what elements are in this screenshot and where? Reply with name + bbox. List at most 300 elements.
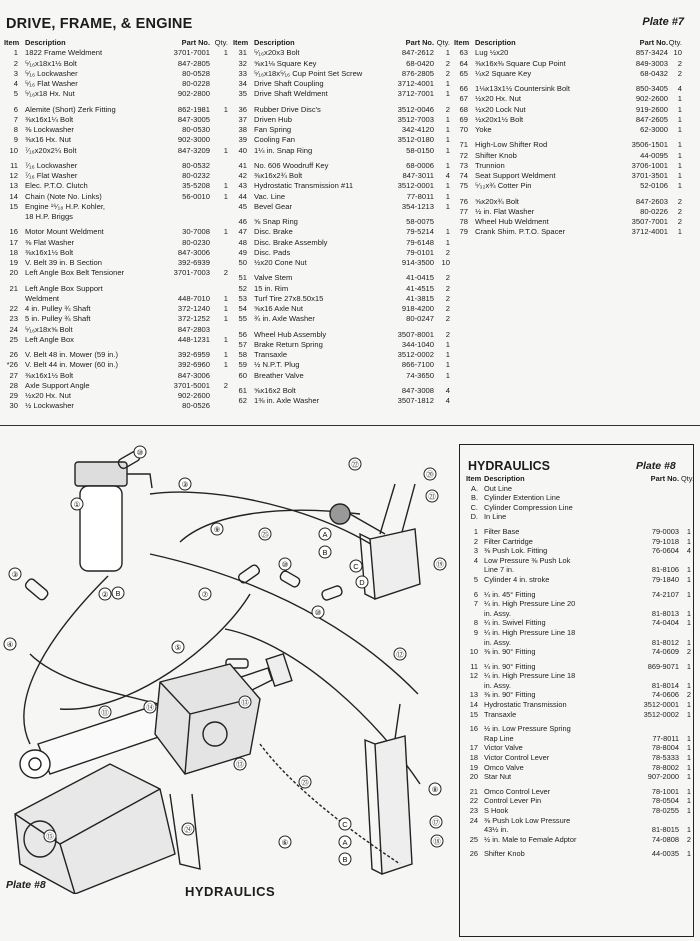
parts-row xyxy=(454,94,682,104)
item-description: In Line xyxy=(484,512,507,522)
item-qty: 1 xyxy=(445,191,450,201)
item-number: 15 xyxy=(469,709,478,719)
parts-row xyxy=(4,325,228,335)
item-qty: 1 xyxy=(445,237,450,247)
item-description: 4 in. Pulley ¾ Shaft xyxy=(25,304,91,313)
item-qty: 1 xyxy=(686,762,691,772)
part-number: 3712-4001 xyxy=(397,79,434,88)
part-number: 3512-0001 xyxy=(643,700,679,710)
part-number: 78-8004 xyxy=(651,743,679,753)
item-number: 4 xyxy=(473,555,478,565)
part-number: 3701-3501 xyxy=(631,171,668,180)
part-number: 56-0010 xyxy=(182,191,210,201)
item-number: 53 xyxy=(238,293,247,303)
part-number: 902-2600 xyxy=(635,94,668,104)
item-qty: 1 xyxy=(445,135,450,145)
item-number: 47 xyxy=(238,227,247,237)
item-number: 60 xyxy=(238,370,247,380)
item-description: ½x20 Hx. Nut xyxy=(25,391,72,400)
item-description: ⁵⁄₃₂x¾ Cotter Pin xyxy=(475,181,532,191)
hydraulics-diagram xyxy=(0,444,450,894)
item-description: Chain (Note No. Links) xyxy=(25,191,102,201)
item-description: Rap Line xyxy=(484,733,514,743)
item-description: Out Line xyxy=(484,483,512,493)
hydraulics-row xyxy=(466,537,691,547)
item-description: Drive Shaft Weldment xyxy=(254,89,328,99)
item-number: 74 xyxy=(459,171,468,180)
hydraulics-row xyxy=(466,772,691,782)
item-qty: 1 xyxy=(223,227,228,237)
item-number: 23 xyxy=(469,806,478,815)
item-number: 38 xyxy=(238,125,247,134)
item-description: Rubber Drive Disc's xyxy=(254,104,321,114)
part-number: 80-0226 xyxy=(640,206,668,216)
item-number: 11 xyxy=(10,160,18,170)
item-description: ½ Lockwasher xyxy=(25,401,74,411)
item-number: 2 xyxy=(473,536,478,546)
item-qty: 1 xyxy=(686,825,691,835)
item-qty: 1 xyxy=(445,114,450,124)
part-number: 77-8011 xyxy=(406,191,434,201)
parts-row xyxy=(233,48,450,58)
item-number: 20 xyxy=(9,268,18,278)
item-description: ⅜x16x2¾ Bolt xyxy=(254,171,303,180)
header-part-no: Part No. xyxy=(181,38,210,47)
part-number: 68-0006 xyxy=(406,160,434,170)
item-number: 75 xyxy=(459,181,468,191)
item-description: Victor Control Lever xyxy=(484,753,550,763)
item-number: 49 xyxy=(238,247,247,257)
part-number: 849-3003 xyxy=(635,58,668,68)
part-number: 58-0075 xyxy=(406,217,434,226)
item-qty: 1 xyxy=(445,89,450,99)
part-number: 392-6939 xyxy=(177,258,210,267)
item-qty: 1 xyxy=(223,360,228,370)
part-number: 58-0150 xyxy=(406,145,434,155)
svg-text:⑪: ⑪ xyxy=(101,708,109,717)
parts-row xyxy=(4,248,228,258)
item-description: Transaxle xyxy=(254,350,288,359)
item-number: D. xyxy=(470,512,478,522)
svg-text:B: B xyxy=(322,548,328,557)
part-number: 77-8011 xyxy=(652,733,679,743)
part-number: 902-2600 xyxy=(177,391,210,400)
part-number: 76-0604 xyxy=(651,546,679,556)
item-description: Weldment xyxy=(25,293,60,303)
item-description: ⁵⁄₁₆x18x1½ Bolt xyxy=(25,58,77,68)
parts-row xyxy=(233,371,450,381)
header-qty: Qty. xyxy=(436,38,450,47)
parts-row xyxy=(4,171,228,181)
item-qty: 2 xyxy=(223,268,228,278)
item-qty: 1 xyxy=(686,536,691,546)
item-description: Left Angle Box Support xyxy=(25,283,103,293)
item-description: ⅝ Snap Ring xyxy=(254,217,298,226)
item-description: No. 606 Woodruff Key xyxy=(254,160,329,170)
item-number: 43 xyxy=(238,181,247,191)
item-description: 43½ in. xyxy=(484,825,509,835)
part-number: 44-0035 xyxy=(651,849,679,859)
item-description: 1⅜ in. Axle Washer xyxy=(254,396,320,405)
item-number: *26 xyxy=(6,360,18,370)
item-number: 6 xyxy=(13,104,18,114)
svg-text:⑱: ⑱ xyxy=(433,837,441,846)
item-description: ⁷⁄₁₆ Lockwasher xyxy=(25,160,78,170)
header-part-no: Part No. xyxy=(639,38,668,47)
item-number: 65 xyxy=(459,68,468,78)
parts-column-3 xyxy=(454,38,682,238)
hydraulics-row xyxy=(466,503,691,513)
hydraulics-row xyxy=(466,527,691,537)
part-number: 74-0606 xyxy=(651,690,679,700)
item-description: Driven Hub xyxy=(254,114,292,124)
parts-row xyxy=(233,396,450,406)
item-number: 19 xyxy=(9,258,18,267)
parts-row xyxy=(4,181,228,191)
item-description: Disc. Brake xyxy=(254,227,293,237)
item-qty: 1 xyxy=(677,150,682,160)
hydraulics-row xyxy=(466,671,691,681)
item-description: ⁵⁄₁₆x18x⁵⁄₁₆ Cup Point Set Screw xyxy=(254,68,363,78)
item-qty: 1 xyxy=(686,680,691,690)
part-number: 81-8012 xyxy=(651,637,679,647)
parts-row xyxy=(233,69,450,79)
item-description: ⁷⁄₁₆x20x2¼ Bolt xyxy=(25,145,77,155)
hydraulics-row xyxy=(466,638,691,648)
item-number: 42 xyxy=(238,171,247,180)
svg-text:㉕: ㉕ xyxy=(261,530,269,539)
hydraulics-row xyxy=(466,609,691,619)
parts-row xyxy=(4,381,228,391)
part-number: 342-4120 xyxy=(401,125,434,134)
parts-row xyxy=(4,125,228,135)
parts-row xyxy=(454,69,682,79)
parts-row xyxy=(4,391,228,401)
control-valve-bottom xyxy=(365,704,412,874)
item-number: 33 xyxy=(238,68,247,78)
svg-text:⑩: ⑩ xyxy=(136,448,144,457)
item-number: 32 xyxy=(238,58,247,68)
item-number: 1 xyxy=(473,526,478,536)
item-description: ½x20 Hx. Nut xyxy=(475,94,522,104)
item-qty: 10 xyxy=(673,48,682,58)
parts-row xyxy=(454,207,682,217)
item-number: 72 xyxy=(459,150,468,160)
item-description: Alemite (Short) Zerk Fitting xyxy=(25,104,116,114)
item-qty: 1 xyxy=(445,360,450,370)
item-qty: 2 xyxy=(445,329,450,339)
item-description: ⅝x16x2 Bolt xyxy=(254,385,296,395)
hydraulics-row xyxy=(466,849,691,859)
parts-row xyxy=(4,59,228,69)
item-qty: 2 xyxy=(445,283,450,293)
hydraulics-row xyxy=(466,816,691,826)
item-description: V. Belt 44 in. Mower (60 in.) xyxy=(25,360,118,370)
parts-row xyxy=(233,105,450,115)
part-number: 869-9071 xyxy=(647,661,679,671)
parts-row xyxy=(233,258,450,268)
item-number: 66 xyxy=(459,84,468,93)
part-number: 3507-1812 xyxy=(397,396,434,405)
item-description: Victor Valve xyxy=(484,743,523,753)
parts-row xyxy=(4,69,228,79)
hydraulics-row xyxy=(466,575,691,585)
parts-row xyxy=(233,115,450,125)
part-number: 847-3209 xyxy=(177,145,210,155)
item-number: 26 xyxy=(469,849,478,859)
item-qty: 2 xyxy=(445,247,450,257)
parts-row xyxy=(233,146,450,156)
parts-row xyxy=(233,135,450,145)
part-number: 919-2600 xyxy=(635,104,668,114)
svg-text:⑧: ⑧ xyxy=(431,785,439,794)
hydraulics-row xyxy=(466,565,691,575)
part-number: 80-0232 xyxy=(182,171,210,180)
parts-row xyxy=(4,146,228,156)
part-number: 62-3000 xyxy=(640,125,668,134)
hydraulics-row xyxy=(466,628,691,638)
diagram-caption: HYDRAULICS xyxy=(185,884,276,899)
item-qty: 1 xyxy=(677,125,682,134)
item-description: Crank Shim. P.T.O. Spacer xyxy=(475,227,566,237)
item-qty: 1 xyxy=(686,661,691,671)
item-qty: 1 xyxy=(686,733,691,743)
section-divider xyxy=(0,425,700,426)
item-qty: 1 xyxy=(445,48,450,58)
hydraulics-row xyxy=(466,599,691,609)
parts-row xyxy=(4,371,228,381)
hydraulics-row xyxy=(466,546,691,556)
item-description: Lug ½x20 xyxy=(475,48,509,58)
parts-row xyxy=(4,304,228,314)
svg-text:⑮: ⑮ xyxy=(46,832,54,841)
header-qty: Qty. xyxy=(668,38,682,47)
item-number: 57 xyxy=(238,339,247,349)
part-number: 3701-5001 xyxy=(173,380,210,390)
item-number: 3 xyxy=(13,68,18,78)
hydraulics-row xyxy=(466,825,691,835)
item-number: 22 xyxy=(469,796,478,806)
parts-row xyxy=(4,202,228,212)
part-number: 857-3424 xyxy=(635,48,668,58)
header-qty: Qty. xyxy=(681,474,695,483)
hydraulics-row xyxy=(466,700,691,710)
svg-text:C: C xyxy=(342,820,348,829)
item-number: 61 xyxy=(238,385,247,395)
item-qty: 1 xyxy=(686,753,691,763)
part-number: 372-1252 xyxy=(177,314,210,324)
item-qty: 1 xyxy=(686,526,691,536)
item-description: Filter Base xyxy=(484,526,520,536)
part-number: 344-1040 xyxy=(401,339,434,349)
item-number: 63 xyxy=(459,48,468,58)
item-qty: 1 xyxy=(677,104,682,114)
svg-text:⑤: ⑤ xyxy=(174,643,182,652)
part-number: 81-8106 xyxy=(651,565,679,575)
item-description: ¼x2 Square Key xyxy=(475,68,532,78)
item-qty: 1 xyxy=(677,140,682,150)
item-description: Shifter Knob xyxy=(475,150,517,160)
item-description: ⁵⁄₁₆ Flat Washer xyxy=(25,79,78,88)
item-description: Control Lever Pin xyxy=(484,796,542,806)
svg-text:⑩: ⑩ xyxy=(281,560,289,569)
parts-row xyxy=(233,227,450,237)
item-description: S Hook xyxy=(484,806,509,815)
part-number: 918-4200 xyxy=(401,304,434,313)
item-number: 16 xyxy=(9,227,18,237)
item-number: 13 xyxy=(469,690,478,700)
parts-row xyxy=(233,340,450,350)
item-description: ½ N.P.T. Plug xyxy=(254,360,300,370)
parts-row xyxy=(454,197,682,207)
item-number: 7 xyxy=(473,599,478,609)
part-number: 3512-0002 xyxy=(643,709,679,719)
item-description: ⁵⁄₁₆x18 Hx. Nut xyxy=(25,89,75,99)
svg-text:⑨: ⑨ xyxy=(213,525,221,534)
parts-row xyxy=(233,360,450,370)
item-number: 69 xyxy=(459,114,468,124)
item-qty: 1 xyxy=(445,201,450,211)
item-number: 24 xyxy=(9,324,18,334)
item-description: ¼ in. 90° Fitting xyxy=(484,661,536,671)
hydrostatic-pump xyxy=(155,664,260,774)
item-qty: 1 xyxy=(223,104,228,114)
item-number: 52 xyxy=(238,283,247,293)
item-description: ⅜ in. 90° Fitting xyxy=(484,690,536,700)
item-qty: 2 xyxy=(445,293,450,303)
item-qty: 1 xyxy=(686,743,691,753)
item-number: 73 xyxy=(459,160,468,170)
filter-assembly xyxy=(75,462,152,571)
item-number: 55 xyxy=(238,314,247,324)
item-description: Disc. Brake Assembly xyxy=(254,237,328,247)
parts-row xyxy=(233,89,450,99)
item-description: 18 H.P. Briggs xyxy=(25,212,73,221)
item-number: 41 xyxy=(238,160,247,170)
parts-row xyxy=(454,171,682,181)
item-description: Engine ¹⁶⁄₁₈ H.P. Kohler, xyxy=(25,201,106,211)
parts-row xyxy=(233,304,450,314)
item-number: 6 xyxy=(473,589,478,599)
parts-row xyxy=(233,79,450,89)
item-qty: 2 xyxy=(677,68,682,78)
part-number: 902-3000 xyxy=(177,135,210,145)
item-qty: 1 xyxy=(686,786,691,796)
parts-row xyxy=(4,238,228,248)
item-description: ½x20 Cone Nut xyxy=(254,258,307,267)
svg-text:⑳: ⑳ xyxy=(426,470,434,479)
item-number: 5 xyxy=(473,574,478,584)
item-qty: 1 xyxy=(677,94,682,104)
item-description: ⅝x1⅛ Square Key xyxy=(254,58,317,68)
item-description: ¼ in. High Pressure Line 18 xyxy=(484,627,576,637)
item-number: 48 xyxy=(238,237,247,247)
parts-row xyxy=(454,151,682,161)
hydraulics-row xyxy=(466,484,691,494)
part-number: 847-2612 xyxy=(401,48,434,58)
item-description: ½ in. Male to Female Adptor xyxy=(484,834,577,844)
part-number: 74-3650 xyxy=(406,370,434,380)
header-description: Description xyxy=(25,38,66,47)
item-description: Low Pressure ⅜ Push Lok xyxy=(484,555,571,565)
svg-text:㉔: ㉔ xyxy=(184,825,192,834)
item-description: Axle Support Angle xyxy=(25,380,90,390)
item-number: 10 xyxy=(469,647,478,657)
part-number: 74-0609 xyxy=(651,647,679,657)
column-header-row xyxy=(233,38,450,48)
item-qty: 1 xyxy=(223,48,228,58)
item-description: ⅜x16x⅜ Square Cup Point xyxy=(475,58,566,68)
item-qty: 1 xyxy=(686,608,691,618)
item-number: 29 xyxy=(9,391,18,400)
item-number: 36 xyxy=(238,104,247,114)
part-number: 847-3008 xyxy=(401,385,434,395)
item-description: Fan Spring xyxy=(254,125,292,134)
svg-text:④: ④ xyxy=(6,640,14,649)
part-number: 80-0228 xyxy=(182,79,210,88)
parts-row xyxy=(4,258,228,268)
item-description: ⅜x16 Hx. Nut xyxy=(25,135,72,145)
item-description: ¼ in. High Pressure Line 18 xyxy=(484,671,576,681)
part-number: 847-3005 xyxy=(177,114,210,124)
item-number: 13 xyxy=(9,181,18,191)
item-description: Wheel Hub Assembly xyxy=(254,329,327,339)
item-description: in. Assy. xyxy=(484,608,511,618)
parts-row xyxy=(233,248,450,258)
hydraulics-row xyxy=(466,796,691,806)
item-number: 62 xyxy=(238,396,247,405)
hydraulics-row xyxy=(466,556,691,566)
item-number: 19 xyxy=(469,762,478,772)
item-number: 18 xyxy=(9,247,18,257)
part-number: 81-8014 xyxy=(651,680,679,690)
item-description: V. Belt 48 in. Mower (59 in.) xyxy=(25,350,118,359)
item-qty: 1 xyxy=(677,171,682,180)
part-number: 80-0532 xyxy=(182,160,210,170)
item-qty: 1 xyxy=(686,796,691,806)
svg-text:B: B xyxy=(342,855,348,864)
parts-row xyxy=(454,125,682,135)
item-qty: 1 xyxy=(677,114,682,124)
part-number: 392-6960 xyxy=(177,360,210,370)
item-qty: 1 xyxy=(677,181,682,191)
item-qty: 1 xyxy=(445,370,450,380)
item-description: V. Belt 39 in. B Section xyxy=(25,258,102,267)
item-number: 17 xyxy=(9,237,18,247)
item-number: 24 xyxy=(469,815,478,825)
item-number: 45 xyxy=(238,201,247,211)
item-qty: 1 xyxy=(223,293,228,303)
part-number: 847-2603 xyxy=(635,196,668,206)
item-description: Valve Stem xyxy=(254,273,293,283)
item-description: Seat Support Weldment xyxy=(475,171,556,180)
item-qty: 2 xyxy=(686,834,691,844)
parts-row xyxy=(454,217,682,227)
parts-row xyxy=(233,217,450,227)
item-description: ½x20x1½ Bolt xyxy=(475,114,524,124)
svg-text:⑬: ⑬ xyxy=(236,760,244,769)
item-qty: 1 xyxy=(223,145,228,155)
item-qty: 1 xyxy=(445,79,450,88)
item-qty: 2 xyxy=(445,104,450,114)
item-qty: 1 xyxy=(223,350,228,359)
parts-row xyxy=(454,59,682,69)
svg-text:⑫: ⑫ xyxy=(396,650,404,659)
part-number: 354-1213 xyxy=(401,201,434,211)
item-description: ⅜ Push Lok. Fitting xyxy=(484,546,548,556)
item-qty: 1 xyxy=(686,849,691,859)
item-description: Bevel Gear xyxy=(254,201,292,211)
